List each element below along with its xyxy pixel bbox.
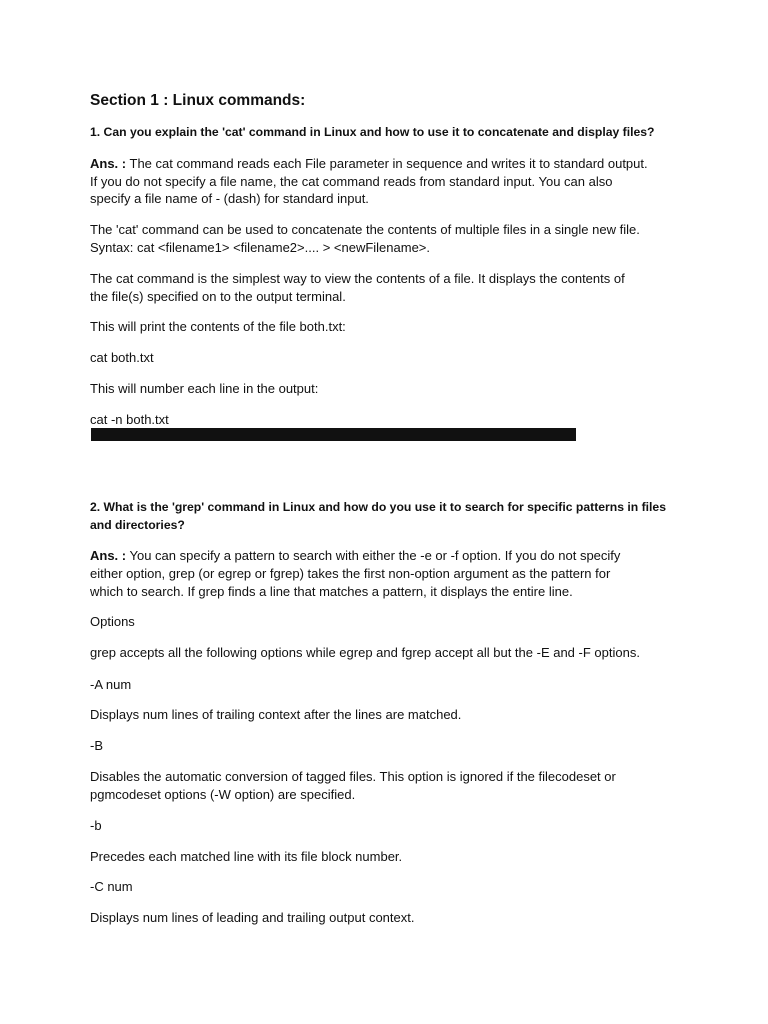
option-flag-A: -A num	[90, 677, 132, 692]
question-2-line-2: and directories?	[90, 518, 185, 532]
q2-answer-line-2: either option, grep (or egrep or fgrep) takes the first non-option argument as the pattern for	[90, 566, 611, 581]
option-flag-b: -b	[90, 818, 102, 833]
option-desc-B-line-2: pgmcodeset options (-W option) are specified.	[90, 787, 356, 802]
q1-answer-text: The cat command reads each File parameter in sequence and writes it to standard output.	[126, 156, 648, 171]
q1-number-command: cat -n both.txt	[90, 412, 169, 427]
q1-print-intro: This will print the contents of the file both.txt:	[90, 319, 346, 334]
option-desc-A: Displays num lines of trailing context after the lines are matched.	[90, 707, 462, 722]
option-desc-B-line-1: Disables the automatic conversion of tagged files. This option is ignored if the filecodeset or	[90, 769, 616, 784]
section-title: Section 1 : Linux commands:	[90, 92, 306, 109]
q1-print-command: cat both.txt	[90, 350, 154, 365]
option-desc-b: Precedes each matched line with its file block number.	[90, 849, 403, 864]
q1-concat-line-2: Syntax: cat <filename1> <filename2>.... > <newFilename>.	[90, 240, 431, 255]
question-2-line-1: 2. What is the 'grep' command in Linux and how do you use it to search for specific patterns in files	[90, 500, 666, 514]
redaction-bar	[91, 428, 576, 441]
q1-view-line-2: the file(s) specified on to the output terminal.	[90, 289, 346, 304]
options-heading: Options	[90, 614, 135, 629]
options-intro: grep accepts all the following options while egrep and fgrep accept all but the -E and -F options.	[90, 645, 640, 660]
q1-number-intro: This will number each line in the output:	[90, 381, 319, 396]
question-1: 1. Can you explain the 'cat' command in Linux and how to use it to concatenate and display files?	[90, 125, 655, 139]
q2-answer-line-1	[90, 547, 620, 565]
option-desc-C: Displays num lines of leading and trailing output context.	[90, 910, 415, 925]
ans-label: Ans. :	[90, 548, 127, 563]
q2-answer-text: You can specify a pattern to search with either the -e or -f option. If you do not specify	[126, 548, 621, 563]
q1-view-line-1: The cat command is the simplest way to view the contents of a file. It displays the contents of	[90, 271, 625, 286]
q1-answer-line-2: If you do not specify a file name, the cat command reads from standard input. You can also	[90, 174, 613, 189]
q1-answer-line-1	[90, 155, 648, 173]
ans-label: Ans. :	[90, 156, 127, 171]
option-flag-C: -C num	[90, 879, 133, 894]
q1-answer-line-3: specify a file name of - (dash) for standard input.	[90, 191, 369, 206]
q2-answer-line-3: which to search. If grep finds a line that matches a pattern, it displays the entire line.	[90, 584, 573, 599]
q1-concat-line-1: The 'cat' command can be used to concatenate the contents of multiple files in a single new file.	[90, 222, 640, 237]
option-flag-B: -B	[90, 738, 103, 753]
